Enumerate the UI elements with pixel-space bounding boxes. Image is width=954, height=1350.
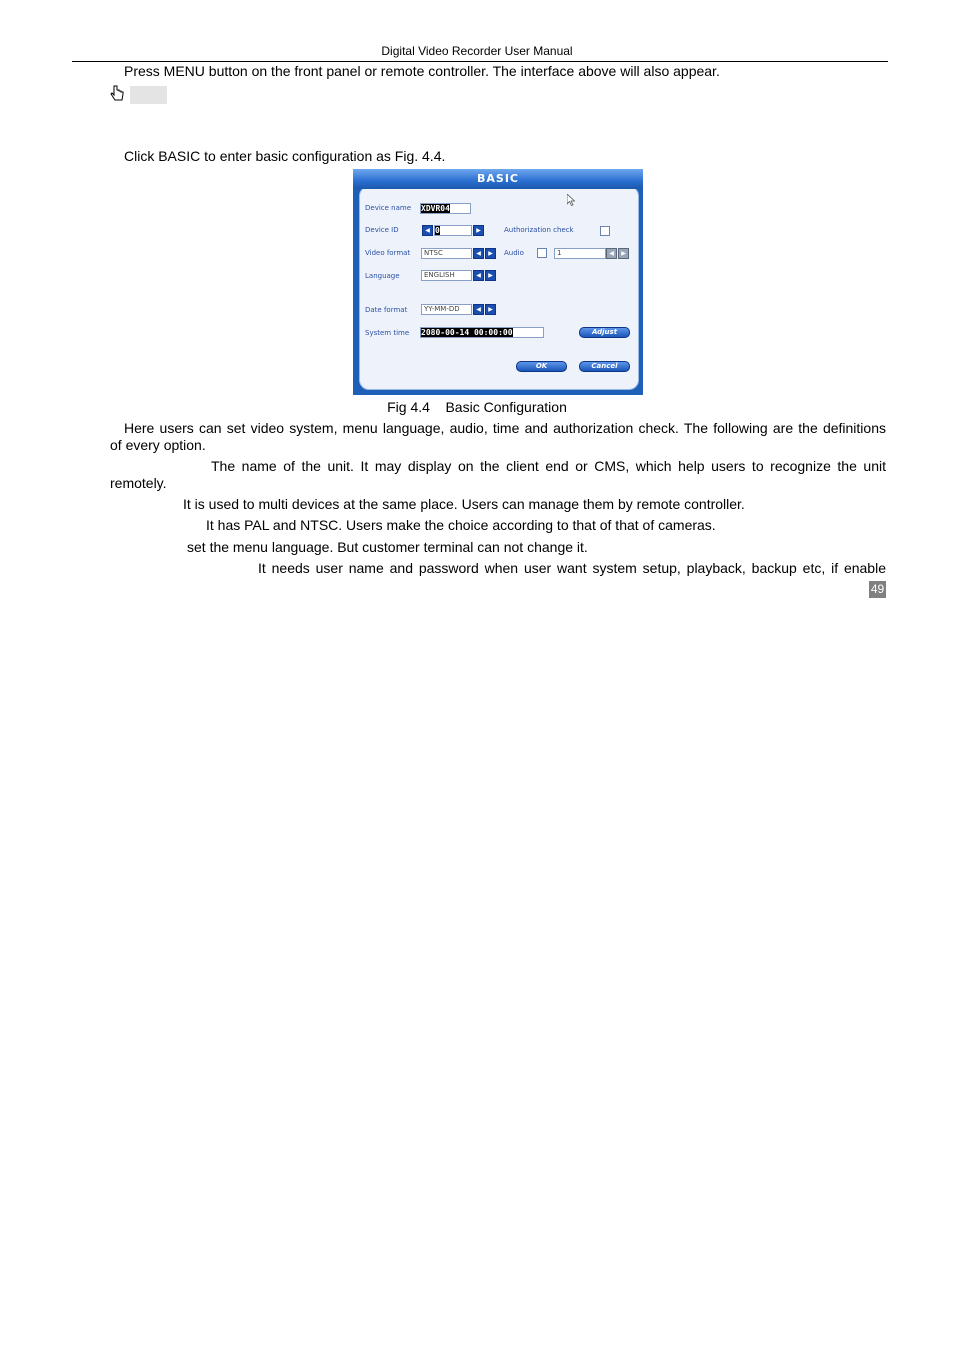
language-label: Language [365, 272, 400, 280]
page-number: 49 [870, 582, 885, 596]
adjust-button[interactable]: Adjust [579, 327, 630, 338]
device-name-definition-cont: remotely. [110, 475, 167, 491]
date-format-left-arrow-icon[interactable]: ◀ [473, 304, 484, 315]
date-format-label: Date format [365, 306, 408, 314]
device-id-label: Device ID [365, 226, 399, 234]
description-line-1: Here users can set video system, menu language, audio, time and authorization check. The following are the definitions [124, 420, 886, 436]
language-right-arrow-icon[interactable]: ▶ [485, 270, 496, 281]
device-id-left-arrow-icon[interactable]: ◀ [422, 225, 433, 236]
system-time-field[interactable] [420, 327, 544, 338]
audio-checkbox[interactable] [537, 248, 547, 258]
mouse-cursor-icon [567, 193, 575, 205]
device-name-definition: The name of the unit. It may display on the client end or CMS, which help users to recognize the unit [211, 458, 886, 474]
device-name-label: Device name [365, 204, 412, 212]
audio-channel-field[interactable]: 1 [554, 248, 606, 259]
device-id-value: 0 [435, 226, 440, 235]
video-format-label: Video format [365, 249, 411, 257]
pointing-hand-icon [109, 84, 127, 104]
language-field[interactable]: ENGLISH [421, 270, 472, 281]
authorization-check-label: Authorization check [504, 226, 574, 234]
audio-right-arrow-icon[interactable]: ▶ [618, 248, 629, 259]
system-time-value: 2080-00-14 00:00:00 [421, 328, 513, 337]
video-format-right-arrow-icon[interactable]: ▶ [485, 248, 496, 259]
running-header: Digital Video Recorder User Manual [381, 44, 573, 58]
dialog-panel [359, 186, 639, 390]
header-rule [72, 61, 888, 62]
authorization-checkbox[interactable] [600, 226, 610, 236]
description-line-2: of every option. [110, 437, 206, 453]
basic-config-dialog [353, 169, 643, 395]
device-id-field[interactable] [434, 225, 472, 236]
ok-button[interactable]: OK [516, 361, 567, 372]
audio-left-arrow-icon[interactable]: ◀ [606, 248, 617, 259]
language-left-arrow-icon[interactable]: ◀ [473, 270, 484, 281]
audio-label: Audio [504, 249, 524, 257]
intro-paragraph: Press MENU button on the front panel or remote controller. The interface above will also appear. [124, 63, 720, 79]
figure-caption: Fig 4.4 Basic Configuration [387, 399, 567, 415]
date-format-field[interactable]: YY-MM-DD [421, 304, 472, 315]
system-time-label: System time [365, 329, 410, 337]
device-id-right-arrow-icon[interactable]: ▶ [473, 225, 484, 236]
note-label-box [130, 86, 167, 104]
authorization-definition: It needs user name and password when user want system setup, playback, backup etc, if enable [258, 560, 886, 576]
dialog-title: BASIC [353, 169, 643, 189]
device-name-value: XDVR04 [421, 204, 450, 213]
video-format-left-arrow-icon[interactable]: ◀ [473, 248, 484, 259]
video-format-definition: It has PAL and NTSC. Users make the choice according to that of that of cameras. [206, 517, 716, 533]
language-definition: set the menu language. But customer terminal can not change it. [187, 539, 588, 555]
device-id-definition: It is used to multi devices at the same place. Users can manage them by remote controller. [183, 496, 745, 512]
device-name-field[interactable] [420, 203, 471, 214]
cancel-button[interactable]: Cancel [579, 361, 630, 372]
instruction-paragraph: Click BASIC to enter basic configuration as Fig. 4.4. [124, 148, 446, 164]
date-format-right-arrow-icon[interactable]: ▶ [485, 304, 496, 315]
video-format-field[interactable]: NTSC [421, 248, 472, 259]
